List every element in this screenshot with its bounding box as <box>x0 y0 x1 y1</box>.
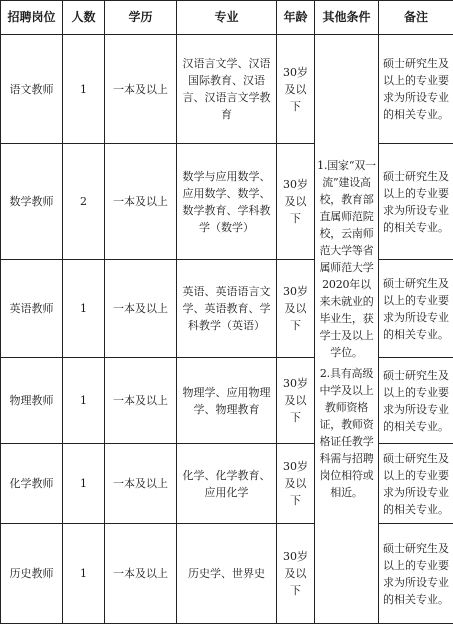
header-major: 专业 <box>177 1 277 35</box>
header-note: 备注 <box>379 1 453 35</box>
major-cell: 历史学、世界史 <box>177 524 277 624</box>
education-cell: 一本及以上 <box>105 35 177 144</box>
position-cell: 语文教师 <box>1 35 63 144</box>
count-cell: 1 <box>63 35 105 144</box>
header-education: 学历 <box>105 1 177 35</box>
header-position: 招聘岗位 <box>1 1 63 35</box>
age-cell: 30岁及以下 <box>277 144 315 260</box>
table-row <box>1 444 453 524</box>
position-cell: 数学教师 <box>1 144 63 260</box>
note-cell: 硕士研究生及以上的专业要求为所设专业的相关专业。 <box>379 260 453 358</box>
header-row <box>1 1 453 35</box>
table-row <box>1 524 453 624</box>
education-cell: 一本及以上 <box>105 358 177 444</box>
note-cell: 硕士研究生及以上的专业要求为所设专业的相关专业。 <box>379 524 453 624</box>
note-cell: 硕士研究生及以上的专业要求为所设专业的相关专业。 <box>379 444 453 524</box>
header-age: 年龄 <box>277 1 315 35</box>
major-cell: 汉语言文学、汉语国际教育、汉语言、汉语言文学教育 <box>177 35 277 144</box>
count-cell: 1 <box>63 524 105 624</box>
count-cell: 2 <box>63 144 105 260</box>
count-cell: 1 <box>63 358 105 444</box>
other-conditions-cell <box>315 35 379 624</box>
major-cell: 英语、英语语言文学、英语教育、学科教学（英语） <box>177 260 277 358</box>
age-cell: 30岁及以下 <box>277 444 315 524</box>
count-cell: 1 <box>63 260 105 358</box>
table-row <box>1 260 453 358</box>
other-condition-2: 2.具有高级中学及以上教师资格证，教师资格证任教学科需与招聘岗位相符或相近。 <box>317 365 376 501</box>
major-cell: 物理学、应用物理学、物理教育 <box>177 358 277 444</box>
position-cell: 化学教师 <box>1 444 63 524</box>
table-row <box>1 358 453 444</box>
major-cell: 化学、化学教育、应用化学 <box>177 444 277 524</box>
education-cell: 一本及以上 <box>105 144 177 260</box>
age-cell: 30岁及以下 <box>277 35 315 144</box>
major-cell: 数学与应用数学、应用数学、数学、数学教育、学科教学（数学） <box>177 144 277 260</box>
age-cell: 30岁及以下 <box>277 358 315 444</box>
header-count: 人数 <box>63 1 105 35</box>
position-cell: 英语教师 <box>1 260 63 358</box>
position-cell: 历史教师 <box>1 524 63 624</box>
note-cell: 硕士研究生及以上的专业要求为所设专业的相关专业。 <box>379 144 453 260</box>
table-row <box>1 144 453 260</box>
age-cell: 30岁及以下 <box>277 260 315 358</box>
count-cell: 1 <box>63 444 105 524</box>
education-cell: 一本及以上 <box>105 444 177 524</box>
age-cell: 30岁及以下 <box>277 524 315 624</box>
position-cell: 物理教师 <box>1 358 63 444</box>
note-cell: 硕士研究生及以上的专业要求为所设专业的相关专业。 <box>379 358 453 444</box>
header-other-conditions: 其他条件 <box>315 1 379 35</box>
education-cell: 一本及以上 <box>105 260 177 358</box>
other-condition-1: 1.国家“双一流”建设高校，教育部直属师范院校，云南师范大学等省属师范大学2020年以来未就业的毕业生，获学士及以上学位。 <box>317 157 376 361</box>
note-cell: 硕士研究生及以上的专业要求为所设专业的相关专业。 <box>379 35 453 144</box>
education-cell: 一本及以上 <box>105 524 177 624</box>
table-row <box>1 35 453 144</box>
